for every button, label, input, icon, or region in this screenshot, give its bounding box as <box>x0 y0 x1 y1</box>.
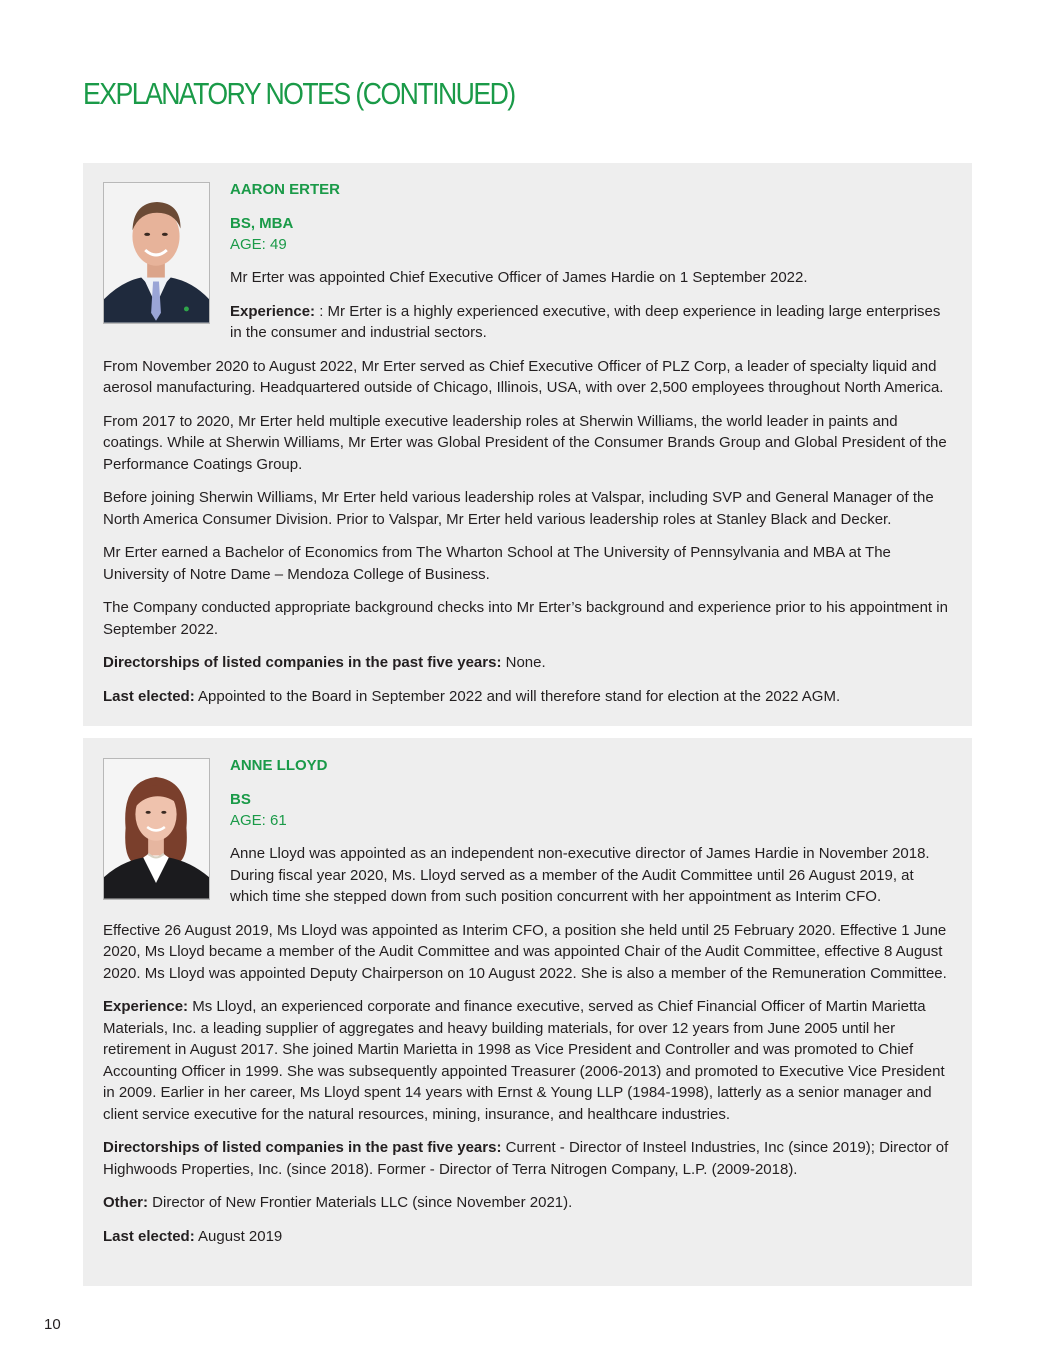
experience-paragraph <box>103 996 952 1125</box>
directorships-text: None. <box>501 654 546 671</box>
directorships-paragraph <box>103 652 952 674</box>
director-qualifications: BS <box>230 791 251 808</box>
director-name: ANNE LLOYD <box>230 757 328 774</box>
experience-paragraph <box>103 301 952 344</box>
page-title: EXPLANATORY NOTES (CONTINUED) <box>83 76 515 111</box>
portrait-photo <box>103 758 210 900</box>
appointment-text: Mr Erter was appointed Chief Executive Officer of James Hardie on 1 September 2022. <box>230 269 808 286</box>
other-text: Director of New Frontier Materials LLC (since November 2021). <box>148 1194 573 1211</box>
last-elected-text: Appointed to the Board in September 2022 and will therefore stand for election at the 2022 AGM. <box>194 687 841 705</box>
director-profile-card <box>83 163 972 726</box>
experience-text: : Mr Erter is a highly experienced executive, with deep experience in leading large enterprises in the consumer and industrial sectors. <box>230 302 941 341</box>
director-profile-card <box>83 738 972 1286</box>
portrait-photo <box>103 182 210 324</box>
experience-text: Ms Lloyd, an experienced corporate and finance executive, served as Chief Financial Officer of Martin Marietta Materials, Inc. a leading supplier of aggregates and heavy building materials, for over 12 years from June 2005 until her retirement in August 2017. She joined Martin Marietta in 1998 as Vice President and Controller and was promoted to Chief Accounting Officer in 1999. She was subsequently appointed Treasurer (2006-2013) and promoted to Executive Vice President in 2009. Earlier in her career, Ms Lloyd spent 14 years with Ernst & Young LLP (1984-1998), latterly as a senior manager and client service executive for the natural resources, mining, insurance, and healthcare industries. <box>103 998 945 1123</box>
director-age: AGE: 49 <box>230 236 287 253</box>
director-name: AARON ERTER <box>230 181 341 198</box>
directorships-text: Current - Director of Insteel Industries, Inc (since 2019); Director of Highwoods Properties, Inc. (since 2018). Former - Director of Terra Nitrogen Company, L.P. (2009-2018). <box>103 1139 949 1178</box>
directorships-label: Directorships of listed companies in the past five years: <box>103 654 502 671</box>
bio-paragraph: From 2017 to 2020, Mr Erter held multiple executive leadership roles at Sherwin Williams, the world leader in paints and coatings. While at Sherwin Williams, Mr Erter was Global President of the Consumer Brands Group and Global President of the Performance Coatings Group. <box>103 412 947 473</box>
appointment-text: Anne Lloyd was appointed as an independent non-executive director of James Hardie in November 2018. During fiscal year 2020, Ms. Lloyd served as a member of the Audit Committee until 26 August 2019, at which time she stepped down from such position concurrent with her appointment as Interim CFO. <box>230 845 930 905</box>
last-elected-paragraph <box>103 1226 952 1248</box>
last-elected-text: August 2019 <box>194 1227 283 1245</box>
bio-paragraph: The Company conducted appropriate background checks into Mr Erter’s background and experience prior to his appointment in September 2022. <box>103 599 948 638</box>
bio-paragraph: Before joining Sherwin Williams, Mr Erter held various leadership roles at Valspar, including SVP and General Manager of the North America Consumer Division. Prior to Valspar, Mr Erter held various leadership roles at Stanley Black and Decker. <box>103 489 934 528</box>
directorships-label: Directorships of listed companies in the past five years: <box>103 1139 502 1156</box>
last-elected-label: Last elected: <box>103 687 195 705</box>
bio-paragraph: Effective 26 August 2019, Ms Lloyd was appointed as Interim CFO, a position she held until 25 February 2020. Effective 1 June 2020, Ms Lloyd became a member of the Audit Committee and was appointed Chair of the Audit Committee, effective 8 August 2020. Ms Lloyd was appointed Deputy Chairperson on 10 August 2022. She is also a member of the Remuneration Committee. <box>103 921 947 982</box>
last-elected-label: Last elected: <box>103 1227 195 1245</box>
director-qualifications: BS, MBA <box>230 215 294 232</box>
last-elected-paragraph <box>103 686 952 708</box>
experience-label: Experience: <box>103 998 189 1015</box>
bio-paragraph: From November 2020 to August 2022, Mr Erter served as Chief Executive Officer of PLZ Corp, a leader of specialty liquid and aerosol manufacturing. Headquartered outside of Chicago, Illinois, USA, with over 2,500 employees throughout North America. <box>103 357 944 396</box>
other-label: Other: <box>103 1194 148 1211</box>
other-paragraph <box>103 1192 952 1214</box>
director-age: AGE: 61 <box>230 812 287 829</box>
bio-paragraph: Mr Erter earned a Bachelor of Economics from The Wharton School at The University of Pennsylvania and MBA at The University of Notre Dame – Mendoza College of Business. <box>103 544 891 583</box>
directorships-paragraph <box>103 1137 952 1180</box>
experience-label: Experience: <box>230 302 316 320</box>
page-number: 10 <box>44 1316 61 1333</box>
